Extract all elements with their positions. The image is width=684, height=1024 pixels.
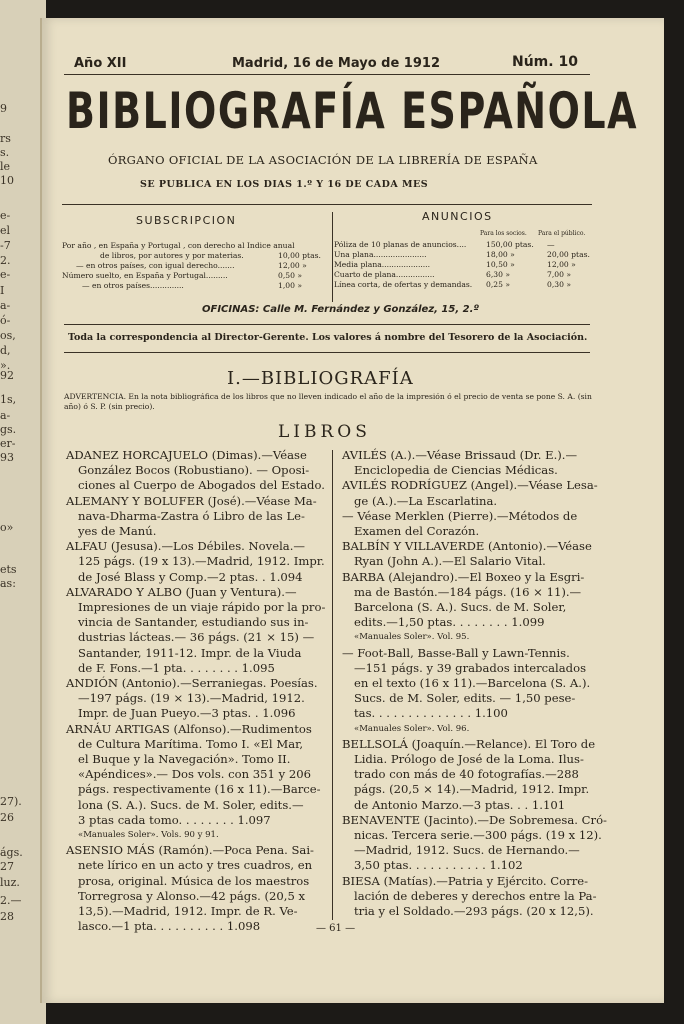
previous-page-fragment: a- xyxy=(0,409,11,422)
issue-year: Año XII xyxy=(74,56,127,71)
subscription-price: 10,00 ptas. xyxy=(278,251,321,260)
entry-line: nava-Dharma-Zastra ó Libro de las Le- xyxy=(78,508,305,523)
previous-page-fragment: as: xyxy=(0,577,16,590)
subscription-heading: SUBSCRIPCION xyxy=(136,214,237,227)
ad-price-members: 6,30 » xyxy=(486,270,510,279)
entry-line: — Véase Merklen (Pierre).—Métodos de xyxy=(342,508,578,523)
previous-page-fragment: os, xyxy=(0,329,16,342)
entry-line: Impresiones de un viaje rápido por la pro- xyxy=(78,600,326,614)
entry-line: — Foot-Ball, Basse-Ball y Lawn-Tennis. xyxy=(342,645,570,660)
subscription-price: 1,00 » xyxy=(278,281,302,290)
entry-line: ciones al Cuerpo de Abogados del Estado. xyxy=(78,478,325,493)
ad-price-members: 0,25 » xyxy=(486,280,510,289)
masthead-title: BIBLIOGRAFÍA ESPAÑOLA xyxy=(66,82,639,140)
entry-line: ADANEZ HORCAJUELO (Dimas).—Véase xyxy=(66,448,307,462)
series-note: «Manuales Soler». Vol. 95. xyxy=(354,632,470,643)
previous-page-fragment: 27). xyxy=(0,795,22,808)
entry-line: Torregrosa y Alonso.—42 págs. (20,5 x xyxy=(78,888,306,903)
ad-label: Línea corta, de ofertas y demandas. xyxy=(334,280,473,289)
offices-address: OFICINAS: Calle M. Fernández y González, 15, 2.º xyxy=(202,304,480,315)
ad-price-members: 18,00 » xyxy=(486,250,515,259)
subscription-price: 12,00 » xyxy=(278,261,307,270)
ad-price-members: 150,00 ptas. xyxy=(486,240,534,249)
entry-line: yes de Manú. xyxy=(78,524,157,538)
previous-page-fragment: rs xyxy=(0,132,11,145)
entry-line: trado con más de 40 fotografías.—288 xyxy=(354,767,579,782)
previous-page-fragment: er- xyxy=(0,437,16,450)
libros-heading: LIBROS xyxy=(278,422,371,442)
ad-label: Una plana...................... xyxy=(334,250,427,259)
page-number: — 61 — xyxy=(316,923,356,934)
entry-line: Enciclopedia de Ciencias Médicas. xyxy=(354,463,558,478)
correspondence-note: Toda la correspondencia al Director-Gerente. Los valores á nombre del Tesorero de la Asociación. xyxy=(68,332,588,343)
rule-above-correspondence xyxy=(64,324,590,325)
entries-divider xyxy=(332,450,333,920)
previous-page-fragment: gs. xyxy=(0,423,17,436)
previous-page-fragment: el xyxy=(0,224,11,237)
entry-line: el Buque y la Navegación». Tomo II. xyxy=(78,752,291,766)
previous-page-fragment: e- xyxy=(0,209,11,222)
ads-col-members: Para los socios. xyxy=(480,230,527,237)
series-note: «Manuales Soler». Vol. 96. xyxy=(354,723,470,734)
entry-line: BARBA (Alejandro).—El Boxeo y la Esgri- xyxy=(342,569,585,584)
entry-line: dustrias lácteas.— 36 págs. (21 × 15) — xyxy=(78,630,315,645)
previous-page-fragment: 2. xyxy=(0,254,11,267)
entry-line: 3 ptas cada tomo. . . . . . . . 1.097 xyxy=(78,812,271,827)
previous-page-fragment: 1s, xyxy=(0,393,17,406)
entry-line: ANDIÓN (Antonio).—Serraniegas. Poesías. xyxy=(66,676,318,690)
ad-price-public: 0,30 » xyxy=(547,280,571,289)
entry-line: nete lírico en un acto y tres cuadros, en xyxy=(78,858,313,873)
entry-line: en el texto (16 x 11).—Barcelona (S. A.). xyxy=(354,676,591,690)
entry-line: Sucs. de M. Soler, edits. — 1,50 pese- xyxy=(354,691,576,706)
entry-line: nicas. Tercera serie.—300 págs. (19 x 12). xyxy=(354,828,602,842)
ad-price-public: — xyxy=(547,240,555,249)
subscription-label: Por año , en España y Portugal , con derecho al Indice anual xyxy=(62,241,295,250)
newspaper-page xyxy=(40,18,664,1003)
masthead-rule xyxy=(62,204,592,205)
advertencia-note: ADVERTENCIA. En la nota bibliográfica de los libros que no lleven indicado el año de la impresión ó el precio de venta se pone S. A. (sin año) ó S. P. (sin precio). xyxy=(64,392,592,411)
entry-line: ALVARADO Y ALBO (Juan y Ventura).— xyxy=(66,584,297,599)
previous-page-fragment: 27 xyxy=(0,860,14,873)
ad-price-public: 20,00 ptas. xyxy=(547,250,590,259)
entry-line: prosa, original. Música de los maestros xyxy=(78,873,310,888)
previous-page-fragment: 92 xyxy=(0,369,14,382)
entry-line: «Apéndices».— Dos vols. con 351 y 206 xyxy=(78,767,311,782)
entry-line: lación de deberes y derechos entre la Pa- xyxy=(354,888,597,903)
entry-line: lona (S. A.). Sucs. de M. Soler, edits.— xyxy=(78,797,304,812)
entry-line: vincia de Santander, estudiando sus in- xyxy=(78,615,309,630)
previous-page-fragment: 28 xyxy=(0,910,14,923)
series-note: «Manuales Soler». Vols. 90 y 91. xyxy=(78,830,219,840)
subscription-label: Número suelto, en España y Portugal......... xyxy=(62,271,228,280)
entry-line: tria y el Soldado.—293 págs. (20 x 12,5). xyxy=(354,904,594,918)
previous-page-fragment: ets xyxy=(0,563,17,576)
issue-date: Madrid, 16 de Mayo de 1912 xyxy=(232,56,440,71)
entry-line: Examen del Corazón. xyxy=(354,524,480,538)
previous-page-fragment: -7 xyxy=(0,239,11,252)
entry-line: 125 págs. (19 x 13).—Madrid, 1912. Impr. xyxy=(78,554,325,569)
ad-price-public: 7,00 » xyxy=(547,270,571,279)
ad-price-public: 12,00 » xyxy=(547,260,576,269)
entry-line: Impr. de Juan Pueyo.—3 ptas. . 1.096 xyxy=(78,706,296,721)
previous-page-fragment: ó- xyxy=(0,314,11,327)
entry-line: BENAVENTE (Jacinto).—De Sobremesa. Cró- xyxy=(342,812,607,827)
previous-page-fragment: 9 xyxy=(0,102,7,115)
entry-line: BELLSOLÁ (Joaquín.—Relance). El Toro de xyxy=(342,736,596,751)
previous-page-fragment: d, xyxy=(0,344,11,357)
entry-line: 3,50 ptas. . . . . . . . . . . 1.102 xyxy=(354,858,523,873)
ad-label: Póliza de 10 planas de anuncios.... xyxy=(334,240,467,249)
previous-page-fragment: o» xyxy=(0,521,14,534)
entry-line: Ryan (John A.).—El Salario Vital. xyxy=(354,554,546,569)
ad-label: Cuarto de plana................ xyxy=(334,270,435,279)
entry-line: ge (A.).—La Escarlatina. xyxy=(354,493,498,508)
entry-line: González Bocos (Robustiano). — Oposi- xyxy=(78,463,310,478)
previous-page-fragment: a- xyxy=(0,299,11,312)
header-rule xyxy=(64,74,590,75)
entry-line: de F. Fons.—1 pta. . . . . . . . 1.095 xyxy=(78,660,275,675)
section-title: I.—BIBLIOGRAFÍA xyxy=(227,368,414,389)
previous-page-fragment: ». xyxy=(0,359,11,372)
subscription-price: 0,50 » xyxy=(278,271,302,280)
previous-page-fragment: 2.— xyxy=(0,894,22,907)
entry-line: ASENSIO MÁS (Ramón).—Poca Pena. Sai- xyxy=(66,843,314,858)
rule-below-correspondence xyxy=(64,352,590,353)
entry-line: ARNÁU ARTIGAS (Alfonso).—Rudimentos xyxy=(66,721,312,736)
ads-col-public: Para el público. xyxy=(538,230,586,237)
ad-label: Media plana.................... xyxy=(334,260,431,269)
entry-line: págs. (20,5 × 14).—Madrid, 1912. Impr. xyxy=(354,782,590,797)
entry-line: edits.—1,50 ptas. . . . . . . . 1.099 xyxy=(354,615,545,630)
entry-line: 13,5).—Madrid, 1912. Impr. de R. Ve- xyxy=(78,904,298,918)
entry-line: ma de Bastón.—184 págs. (16 × 11).— xyxy=(354,584,582,599)
entry-line: ALEMANY Y BOLUFER (José).—Véase Ma- xyxy=(66,493,317,508)
entry-line: Barcelona (S. A.). Sucs. de M. Soler, xyxy=(354,600,567,614)
subscription-label: — en otros países.............. xyxy=(82,281,184,290)
entry-line: BALBÍN Y VILLAVERDE (Antonio).—Véase xyxy=(342,539,592,554)
previous-page-fragment: e- xyxy=(0,268,11,281)
entry-line: págs. respectivamente (16 x 11).—Barce- xyxy=(78,782,321,797)
previous-page-fragment: ágs. xyxy=(0,846,23,859)
entry-line: AVILÉS RODRÍGUEZ (Angel).—Véase Lesa- xyxy=(342,478,598,493)
previous-page-fragment: 26 xyxy=(0,811,14,824)
previous-page-fragment: luz. xyxy=(0,876,20,889)
entry-line: —Madrid, 1912. Sucs. de Hernando.— xyxy=(354,843,580,858)
previous-page-fragment: le xyxy=(0,160,11,173)
subscription-label: de libros, por autores y por materias. xyxy=(100,251,244,260)
subscription-label: — en otros países, con igual derecho....... xyxy=(76,261,235,270)
entry-line: AVILÉS (A.).—Véase Brissaud (Dr. E.).— xyxy=(342,448,578,462)
previous-page-fragment: s. xyxy=(0,146,10,159)
entry-line: lasco.—1 pta. . . . . . . . . . 1.098 xyxy=(78,919,261,934)
issue-number: Núm. 10 xyxy=(512,54,578,70)
previous-page-fragment: I xyxy=(0,284,5,297)
entry-line: Santander, 1911-12. Impr. de la Viuda xyxy=(78,645,302,660)
entry-line: BIESA (Matías).—Patria y Ejército. Corre- xyxy=(342,873,589,888)
previous-page-fragment: 93 xyxy=(0,451,14,464)
entry-line: ALFAU (Jesusa).—Los Débiles. Novela.— xyxy=(66,539,305,554)
ad-price-members: 10,50 » xyxy=(486,260,515,269)
masthead-subtitle: ÓRGANO OFICIAL DE LA ASOCIACIÓN DE LA LIBRERÍA DE ESPAÑA xyxy=(108,153,538,167)
entry-line: de Cultura Marítima. Tomo I. «El Mar, xyxy=(78,736,304,751)
ads-heading: ANUNCIOS xyxy=(422,210,493,223)
previous-page-fragment: 10 xyxy=(0,174,14,187)
entry-line: Lidia. Prólogo de José de la Loma. Ilus- xyxy=(354,752,584,766)
column-divider xyxy=(332,212,333,302)
entry-line: de Antonio Marzo.—3 ptas. . . 1.101 xyxy=(354,797,566,812)
entry-line: —151 págs. y 39 grabados intercalados xyxy=(354,660,587,675)
entry-line: —197 págs. (19 × 13).—Madrid, 1912. xyxy=(78,691,305,706)
publication-schedule: SE PUBLICA EN LOS DIAS 1.º Y 16 DE CADA MES xyxy=(140,179,429,190)
entry-line: de José Blass y Comp.—2 ptas. . 1.094 xyxy=(78,569,303,584)
entry-line: tas. . . . . . . . . . . . . . 1.100 xyxy=(354,706,508,721)
